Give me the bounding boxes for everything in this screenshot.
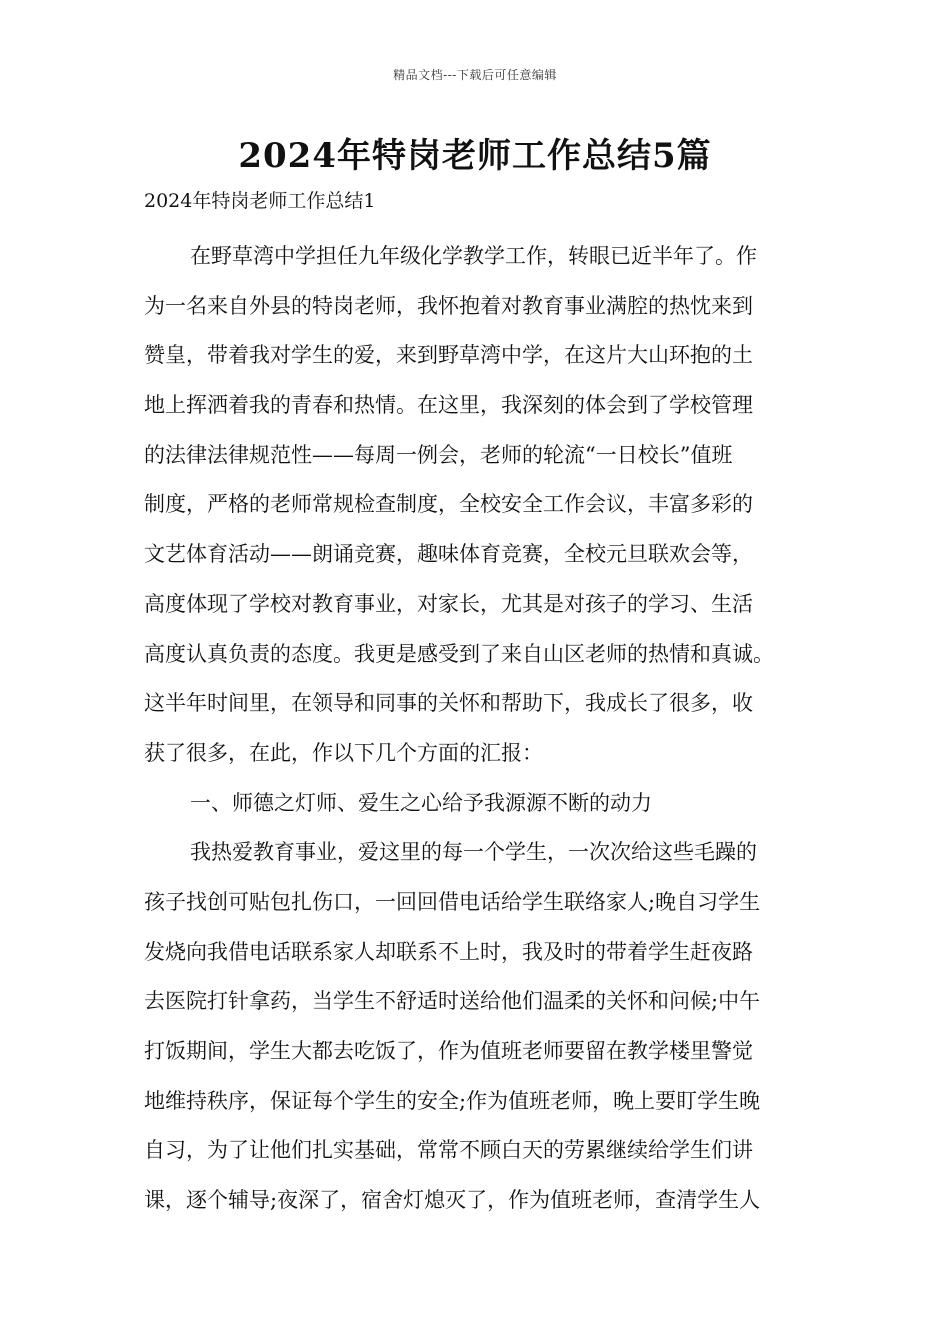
- body-line: 孩子找创可贴包扎伤口，一回回借电话给学生联络家人;晚自习学生: [144, 889, 761, 914]
- body-line: 为一名来自外县的特岗老师，我怀抱着对教育事业满腔的热忱来到: [144, 293, 753, 318]
- header-note: 精品文档---下载后可任意编辑: [393, 68, 557, 82]
- body-line: 课，逐个辅导;夜深了，宿舍灯熄灭了，作为值班老师，查清学生人: [144, 1188, 761, 1213]
- body-line: 高度体现了学校对教育事业，对家长，尤其是对孩子的学习、生活: [144, 591, 753, 616]
- body-line: 赞皇，带着我对学生的爱，来到野草湾中学，在这片大山环抱的土: [144, 343, 753, 368]
- document-body: [144, 232, 824, 1226]
- body-line: 文艺体育活动——朗诵竞赛，趣味体育竞赛，全校元旦联欢会等，: [144, 542, 753, 567]
- body-line: 地上挥洒着我的青春和热情。在这里，我深刻的体会到了学校管理: [144, 393, 753, 418]
- body-line: 获了很多，在此，作以下几个方面的汇报：: [144, 740, 543, 765]
- body-line: 制度，严格的老师常规检查制度，全校安全工作会议，丰富多彩的: [144, 492, 753, 517]
- body-line: 去医院打针拿药，当学生不舒适时送给他们温柔的关怀和问候;中午: [144, 989, 761, 1014]
- body-line: 这半年时间里，在领导和同事的关怀和帮助下，我成长了很多，收: [144, 691, 753, 716]
- section-subtitle: 2024年特岗老师工作总结1: [144, 190, 376, 212]
- document-title: 2024年特岗老师工作总结5篇: [238, 136, 712, 176]
- body-line: 自习，为了让他们扎实基础，常常不顾白天的劳累继续给学生们讲: [144, 1138, 753, 1163]
- body-line: 地维持秩序，保证每个学生的安全;作为值班老师，晚上要盯学生晚: [144, 1088, 761, 1113]
- body-line: 在野草湾中学担任九年级化学教学工作，转眼已近半年了。作: [190, 244, 757, 268]
- body-line: 打饭期间，学生大都去吃饭了，作为值班老师要留在教学楼里警觉: [144, 1039, 753, 1063]
- body-line: 我热爱教育事业，爱这里的每一个学生，一次次给这些毛躁的: [190, 840, 757, 865]
- section-heading: 一、师德之灯师、爱生之心给予我源源不断的动力: [190, 790, 652, 815]
- body-line: 发烧向我借电话联系家人却联系不上时，我及时的带着学生赶夜路: [144, 939, 753, 964]
- body-line: 高度认真负责的态度。我更是感受到了来自山区老师的热情和真诚。: [144, 641, 774, 666]
- body-line: 的法律法律规范性——每周一例会，老师的轮流“一日校长”值班: [144, 442, 733, 467]
